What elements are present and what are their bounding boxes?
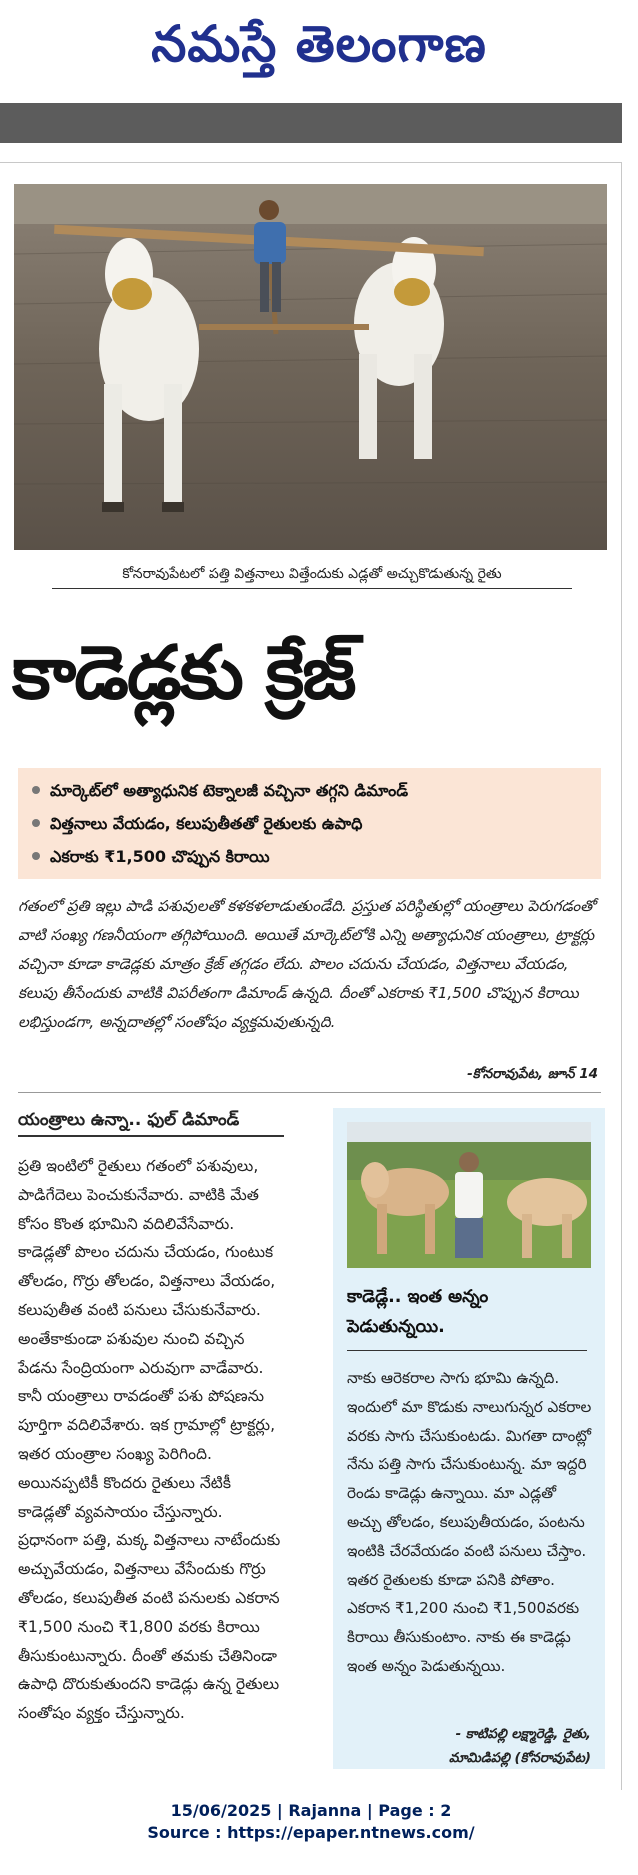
footer-source-link[interactable]: Source : https://epaper.ntnews.com/ — [147, 1823, 475, 1842]
sidebar-heading: కాడెడ్లే.. ఇంత అన్నం పెడుతున్నయి. — [347, 1282, 587, 1351]
main-photo — [14, 184, 607, 550]
section-divider — [18, 1092, 601, 1093]
attribution-place: మామిడిపల్లి (కోనరావుపేట) — [448, 1751, 591, 1766]
page-footer — [0, 1800, 622, 1844]
sidebar-attribution — [333, 1723, 591, 1771]
sub-heading: యంత్రాలు ఉన్నా.. ఫుల్ డిమాండ్ — [18, 1105, 284, 1137]
headline: కాడెడ్లకు క్రేజ్ — [12, 630, 355, 716]
sidebar-box — [333, 1108, 605, 1769]
dateline: -కోనరావుపేట, జూన్ 14 — [467, 1066, 598, 1082]
sidebar-quote: నాకు ఆరెకరాల సాగు భూమి ఉన్నది. ఇందులో మా కొడుకు నాలుగున్నర ఎకరాల వరకు సాగు చేసుకుంటడు. మిగతా దాంట్లో నేను పత్తి సాగు చేసుకుంటున్న. మా ఇద్దరి రెండు కాడెడ్లు ఉన్నాయి. మా ఎడ్లతో అచ్చు తోలడం, కలుపుతీయడం, పంటను ఇంటికి చేరవేయడం వంటి పనులు చేస్తాం. ఇతర రైతులకు కూడా పనికి పోతాం. ఎకరాన ₹1,200 నుంచి ₹1,500వరకు కిరాయి తీసుకుంటాం. నాకు ఈ కాడెడ్లు ఇంత అన్నం పెడుతున్నయి. — [347, 1369, 592, 1675]
top-banner-bar — [0, 103, 622, 143]
highlight-item: విత్తనాలు వేయడం, కలుపుతీతతో రైతులకు ఉపాధి — [32, 807, 587, 840]
footer-edition-info: 15/06/2025 | Rajanna | Page : 2 — [170, 1801, 452, 1820]
masthead-title: నమస్తే తెలంగాణ — [151, 14, 487, 73]
photo-caption: కోనరావుపేటలో పత్తి విత్తనాలు విత్తేందుకు ఎడ్లతో అచ్చుకొడుతున్న రైతు — [52, 560, 572, 589]
attribution-name: - కాటిపల్లి లక్ష్మారెడ్డి, రైతు, — [455, 1727, 591, 1742]
intro-paragraph: గతంలో ప్రతి ఇల్లు పాడి పశువులతో కళకళలాడుతుండేది. ప్రస్తుత పరిస్థితుల్లో యంత్రాలు పెరుగడంతో వాటి సంఖ్య గణనీయంగా తగ్గిపోయింది. అయితే మార్కెట్‌లోకి ఎన్ని అత్యాధునిక యంత్రాలు, ట్రాక్టర్లు వచ్చినా కూడా కాడెడ్లకు మాత్రం క్రేజ్ తగ్గడం లేదు. పొలం చదును చేయడం, విత్తనాలు వేయడం, కలుపు తీసేందుకు వాటికి విపరీతంగా డిమాండ్ ఉన్నది. దీంతో ఎకరాకు ₹1,500 చొప్పున కిరాయి లభిస్తుండగా, అన్నదాతల్లో సంతోషం వ్యక్తమవుతున్నది. — [18, 897, 596, 1031]
farmer-with-bullocks-illustration — [14, 184, 607, 550]
highlight-item: ఎకరాకు ₹1,500 చొప్పున కిరాయి — [32, 840, 587, 873]
highlight-item: మార్కెట్‌లో అత్యాధునిక టెక్నాలజీ వచ్చినా తగ్గని డిమాండ్ — [32, 774, 587, 807]
sidebar-photo — [347, 1122, 591, 1268]
article-body: ప్రతి ఇంటిలో రైతులు గతంలో పశువులు, పాడిగేదెలు పెంచుకునేవారు. వాటికి మేత కోసం కొంత భూమిని వదిలివేసేవారు. కాడెడ్లతో పొలం చదును చేయడం, గుంటుక తోలడం, గొర్రు తోలడం, విత్తనాలు వేయడం, కలుపుతీత వంటి పనులు చేసుకునేవారు. అంతేకాకుండా పశువుల నుంచి వచ్చిన పేడను సేంద్రియంగా ఎరువుగా వాడేవారు. కానీ యంత్రాలు రావడంతో పశు పోషణను పూర్తిగా వదిలివేశారు. ఇక గ్రామాల్లో ట్రాక్టర్లు, ఇతర యంత్రాల సంఖ్య పెరిగింది. అయినప్పటికీ కొందరు రైతులు నేటికీ కాడెడ్లతో వ్యవసాయం చేస్తున్నారు. ప్రధానంగా పత్తి, మక్క విత్తనాలు నాటేందుకు అచ్చువేయడం, విత్తనాలు వేసేందుకు గొర్రు తోలడం, కలుపుతీత వంటి పనులకు ఎకరాన ₹1,500 నుంచి ₹1,800 వరకు కిరాయి తీసుకుంటున్నారు. దీంతో తమకు చేతినిండా ఉపాధి దొరుకుతుందని కాడెడ్లు ఉన్న రైతులు సంతోషం వ్యక్తం చేస్తున్నారు. — [18, 1157, 281, 1723]
masthead — [0, 0, 638, 92]
highlights-box — [18, 768, 601, 879]
farmer-with-cattle-illustration — [347, 1122, 591, 1268]
